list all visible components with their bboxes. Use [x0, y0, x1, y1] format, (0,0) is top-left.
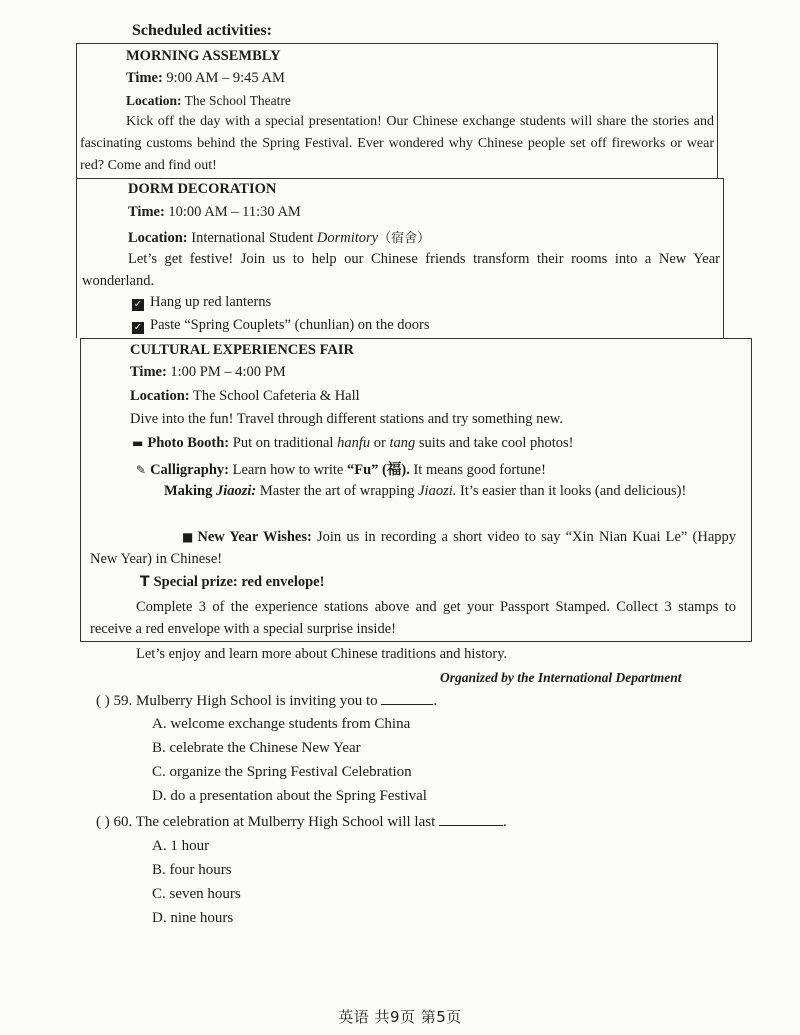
text: .: [433, 693, 438, 709]
option: D. nine hours: [152, 910, 234, 926]
video-camera-icon: ■: [182, 530, 194, 544]
assembly-description: Kick off the day with a special presentation! Our Chinese exchange students will share the stories and fascinating customs behind the Spring Festival. Ever wondered why Chinese people set off fireworks or wear red? Come and find out!: [80, 114, 714, 173]
question-60: [96, 813, 507, 831]
text: suits and take cool photos!: [418, 435, 574, 451]
text: .: [503, 814, 507, 830]
time-value: 1:00 PM – 4:00 PM: [170, 364, 286, 380]
location-value: The School Theatre: [184, 93, 291, 108]
answer-blank: [381, 692, 433, 705]
prize-line: [140, 574, 324, 591]
text: Master the art of wrapping: [259, 483, 415, 499]
location-note: （宿舍）: [378, 231, 431, 246]
location-line: [126, 93, 291, 109]
wishes-line: [90, 526, 736, 570]
checkbox-checked-icon: ✓: [133, 299, 143, 310]
option: B. celebrate the Chinese New Year: [152, 740, 361, 756]
prize-description: Complete 3 of the experience stations above and get your Passport Stamped. Collect 3 stamps to receive a red envelope with a special surprise inside!: [90, 599, 736, 637]
time-value: 10:00 AM – 11:30 AM: [168, 204, 301, 220]
question-number: ( ) 60.: [96, 814, 133, 830]
fair-intro: Dive into the fun! Travel through different stations and try something new.: [130, 411, 563, 427]
answer-blank: [439, 813, 503, 826]
location-label: Location:: [130, 388, 190, 404]
text: Learn how to write: [232, 462, 344, 478]
schedule-heading: Scheduled activities:: [132, 22, 272, 39]
location-line: [130, 388, 360, 405]
calligraphy-label: Calligraphy:: [150, 462, 230, 478]
time-label: Time:: [130, 364, 167, 380]
option: C. organize the Spring Festival Celebration: [152, 764, 412, 780]
option: D. do a presentation about the Spring Festival: [152, 788, 427, 804]
option: A. welcome exchange students from China: [152, 716, 411, 732]
question-59: [96, 692, 437, 710]
brush-icon: ✎: [136, 463, 147, 477]
prize-title: Special prize: red envelope!: [153, 574, 325, 590]
photo-booth-label: Photo Booth:: [147, 435, 230, 451]
time-value: 9:00 AM – 9:45 AM: [166, 70, 285, 86]
checklist-item: [132, 317, 429, 334]
option: C. seven hours: [152, 886, 241, 902]
time-label: Time:: [126, 70, 163, 86]
calligraphy-line: [136, 458, 546, 479]
camera-icon: ▬: [132, 436, 144, 450]
time-label: Time:: [128, 204, 165, 220]
page-footer: 英语 共9页 第5页: [338, 1008, 462, 1026]
checklist-label: Hang up red lanterns: [150, 294, 272, 310]
option: B. four hours: [152, 862, 232, 878]
time-line: [130, 364, 286, 381]
location-line: [128, 227, 430, 247]
organizer: Organized by the International Department: [440, 670, 682, 685]
photo-booth-line: [132, 435, 574, 452]
text: It’s easier than it looks (and delicious)!: [460, 483, 687, 499]
jiaozi-label: Making: [164, 483, 213, 499]
location-label: Location:: [128, 230, 188, 246]
text: “Fu” (福).: [347, 462, 410, 478]
location-value: International Student: [191, 230, 314, 246]
jiaozi-line: [88, 480, 734, 502]
checkbox-checked-icon: ✓: [133, 322, 143, 333]
location-italic: Dormitory: [316, 230, 379, 246]
text: It means good fortune!: [413, 462, 546, 478]
time-line: [128, 204, 301, 221]
text: tang: [389, 435, 416, 451]
question-stem: Mulberry High School is inviting you to: [136, 693, 378, 709]
wishes-label: New Year Wishes:: [197, 529, 312, 545]
text: Jiaozi:: [215, 483, 257, 499]
time-line: [126, 70, 285, 87]
option: A. 1 hour: [152, 838, 210, 854]
prize-t-icon: T: [140, 574, 150, 590]
question-number: ( ) 59.: [96, 693, 133, 709]
checklist-item: [132, 294, 271, 311]
section-title: MORNING ASSEMBLY: [126, 48, 281, 64]
question-stem: The celebration at Mulberry High School will last: [135, 814, 436, 830]
text: Join us in recording a short video to say “Xin Nian Kuai Le” (Happy New Year) in Chinese!: [90, 529, 737, 567]
dorm-description: Let’s get festive! Join us to help our Chinese friends transform their rooms into a New Year wonderland.: [82, 251, 720, 289]
text: Put on traditional: [232, 435, 334, 451]
checklist-label: Paste “Spring Couplets” (chunlian) on the doors: [150, 317, 430, 333]
section-title: CULTURAL EXPERIENCES FAIR: [130, 342, 354, 358]
section-title: DORM DECORATION: [128, 181, 277, 197]
text: or: [373, 435, 386, 451]
location-value: The School Cafeteria & Hall: [192, 388, 360, 404]
text: Jiaozi.: [418, 483, 457, 499]
location-label: Location:: [126, 93, 182, 108]
closing-line: Let’s enjoy and learn more about Chinese traditions and history.: [136, 646, 508, 662]
text: hanfu: [337, 435, 371, 451]
